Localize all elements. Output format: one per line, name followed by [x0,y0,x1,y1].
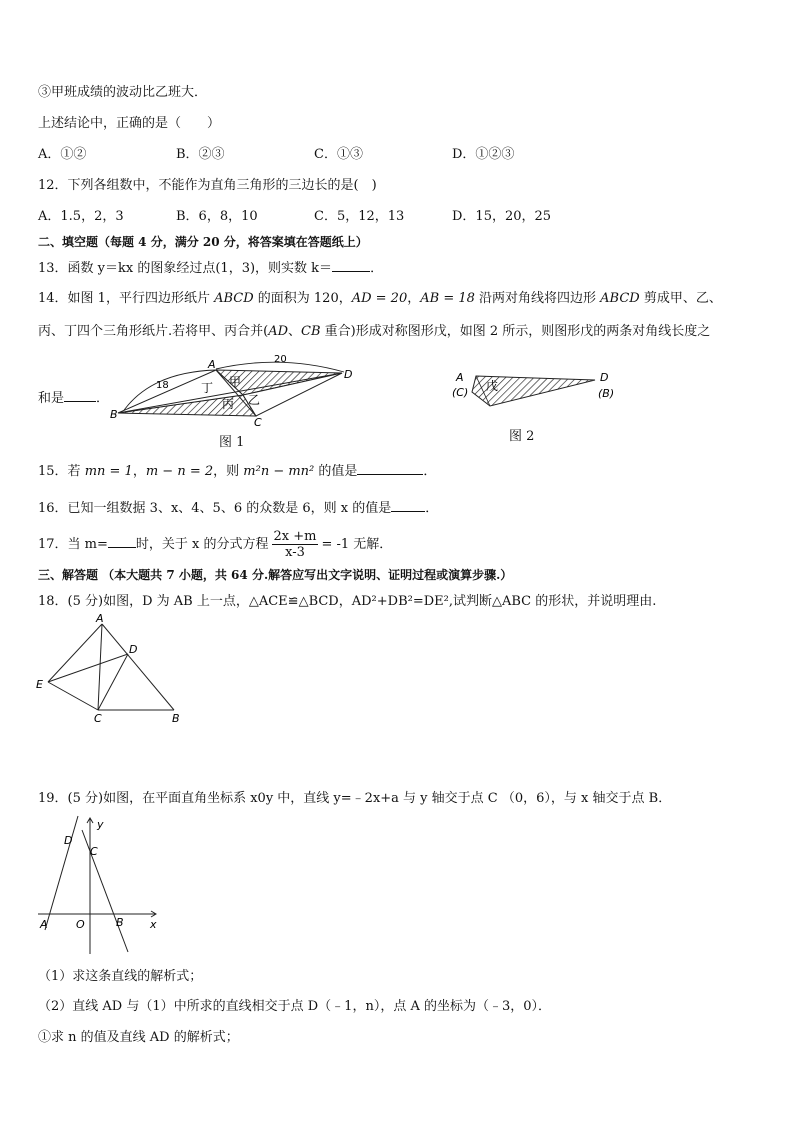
section-2-heading: 二、填空题（每题 4 分，满分 20 分，将答案填在答题纸上） [38,235,368,249]
q11-option-a: A．①② [38,147,87,162]
label-a: A [40,918,48,931]
q12-option-b: B．6，8，10 [176,209,258,224]
q12-option-c: C．5，12，13 [314,209,405,224]
q11-option-b: B．②③ [176,147,225,162]
label-b: (B) [598,387,615,400]
q14-stem-line1: 14．如图 1，平行四边形纸片 ABCD 的面积为 120，AD = 20，AB = 18 沿两对角线将四边形 ABCD 剪成甲、乙、 [38,291,722,306]
q11-prompt: 上述结论中，正确的是（ ） [38,116,221,131]
label-d: D [64,834,73,847]
label-bing: 丙 [222,397,235,411]
q16-stem: 16．已知一组数据 3、x、4、5、6 的众数是 6，则 x 的值是 ． [38,501,439,516]
axis-y-label: y [97,818,104,831]
section-3-heading: 三、解答题 （本大题共 7 小题，共 64 分.解答应写出文字说明、证明过程或演算步骤.） [38,568,513,582]
figure-1-caption: 图 1 [219,435,245,450]
q11-option-c: C．①③ [314,147,363,162]
label-d: D [344,368,353,381]
label-o: O [76,918,85,931]
q14-stem-line3: 和是 ． [38,391,110,406]
label-c: C [254,416,262,429]
q15-stem: 15．若 mn = 1，m − n = 2，则 m²n − mn² 的值是 ． [38,464,437,479]
label-c: C [94,712,102,725]
label-wu: 戊 [486,379,499,393]
label-b: B [172,712,180,725]
label-b: B [110,408,118,421]
q12-option-d: D．15，20，25 [452,209,552,224]
q12-option-a: A．1.5，2，3 [38,209,124,224]
q13-stem: 13．函数 y＝kx 的图象经过点(1，3)，则实数 k＝ ． [38,261,384,276]
label-c: C [90,845,98,858]
label-a: A [96,614,104,625]
q18-stem: 18．(5 分)如图，D 为 AB 上一点，△ACE≌△BCD，AD²+DB²=DE²,试判断△ABC 的形状，并说明理由. [38,594,657,609]
answer-blank[interactable] [108,535,136,548]
q19-part-1: （1）求这条直线的解析式； [38,969,203,984]
q11-statement-3: ③甲班成绩的波动比乙班大． [38,85,208,100]
fraction: $\frac{2x +m}{x-3}$ [273,529,317,560]
label-ding: 丁 [201,381,214,395]
label-a: A [208,358,216,371]
label-yi: 乙 [248,393,261,407]
answer-blank[interactable] [357,462,423,475]
q19-part-2: （2）直线 AD 与（1）中所求的直线相交于点 D（﹣1，n），点 A 的坐标为（﹣3，0）． [38,999,552,1014]
label-a: A [456,371,464,384]
label-18: 18 [156,380,169,391]
label-20: 20 [274,354,287,365]
label-c: (C) [452,386,469,399]
figure-2-caption: 图 2 [509,429,535,444]
q14-stem-line2: 丙、丁四个三角形纸片.若将甲、丙合并(AD、CB 重合)形成对称图形戊，如图 2 所示，则图形戊的两条对角线长度之 [38,324,711,339]
q12-stem: 12．下列各组数中，不能作为直角三角形的三边长的是( ) [38,178,377,193]
figure-19-coordinate-plane [34,812,164,958]
label-b: B [116,916,124,929]
answer-blank[interactable] [391,499,425,512]
label-d: D [600,371,609,384]
label-jia: 甲 [229,375,242,389]
label-e: E [36,678,43,691]
figure-18-triangles [34,614,194,726]
q19-part-2-sub-1: ①求 n 的值及直线 AD 的解析式； [38,1030,239,1045]
q11-option-d: D．①②③ [452,147,515,162]
q17-stem: 17．当 m= 时，关于 x 的分式方程 $\frac{2x +m}{x-3}$ = -1 无解． [38,529,393,560]
q19-stem: 19．(5 分)如图，在平面直角坐标系 x0y 中，直线 y=﹣2x+a 与 y 轴交于点 C （0，6），与 x 轴交于点 B． [38,791,672,806]
figure-2-kite [448,364,628,414]
answer-blank[interactable] [332,259,370,272]
axis-x-label: x [150,918,157,931]
figure-1-parallelogram [110,350,360,430]
answer-blank[interactable] [64,389,96,402]
label-d: D [129,643,138,656]
